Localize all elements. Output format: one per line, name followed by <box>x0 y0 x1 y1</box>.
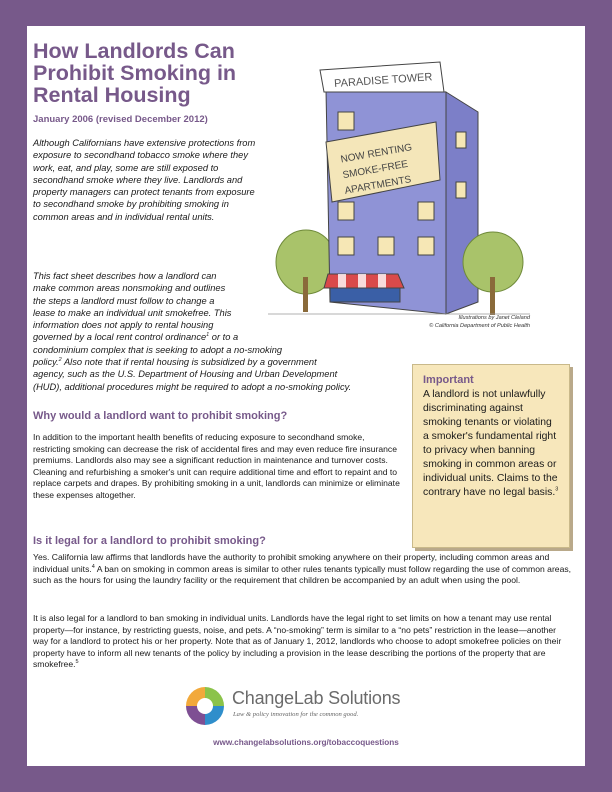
page-title: How Landlords Can Prohibit Smoking in Rental Housing <box>33 39 237 107</box>
section-2-paragraph-2: It is also legal for a landlord to ban smoking in individual units. Landlords have the legal right to set limits on how a tenant may use rental property—for instance, by restricting guests, noise, and pets. A “no-smoking” term is similar to a “no pets” restriction in the lease—another way for a landlord to protect his or her property. Note that as of January 1, 2012, landlords who choose to adopt smokefree policies on their property have to inform all new tenants of the policy by including a provision in the lease describing the portions of the property that are smokefree.$^5$ <box>33 613 562 670</box>
section-1-heading: Why would a landlord want to prohibit smoking? <box>33 410 288 422</box>
intro-line: agency, such as the U.S. Department of Housing and Urban Development <box>33 369 338 380</box>
banner-line-1: NOW RENTING <box>339 142 413 166</box>
section-2-paragraph-1: Yes. California law affirms that landlords have the authority to prohibit smoking anywhere on their property, including common areas and individual units.$^4$ A ban on smoking in common areas is similar to other rules tenants typically must follow regarding the use of common areas, such as the hours for using the laundry facility or the requirement that children be accompanied by an adult when using the pool. <box>33 552 572 586</box>
apartment-building-illustration <box>268 52 530 317</box>
section-1-text: In addition to the important health benefits of reducing exposure to secondhand smoke, restricting smoking can decrease the risk of accidental fires and may even reduce fire insurance premiums. Landlords also may see a significant reduction in maintenance and turnover costs. Cleaning and refurbishing a smoker's unit can require additional time and effort to repaint and to replace carpets and drapes. By prohibiting smoking in a unit, landlords can minimize or eliminate these expenses altogether. <box>33 432 400 500</box>
intro-line: condominium complex that is seeking to adopt a no-smoking <box>33 344 283 355</box>
section-2-heading: Is it legal for a landlord to prohibit smoking? <box>33 535 266 547</box>
banner-line-3: APARTMENTS <box>343 174 413 197</box>
credit-copyright: © California Department of Public Health <box>429 322 530 329</box>
changelab-logo <box>184 685 424 729</box>
intro-line: This fact sheet describes how a landlord can <box>33 271 217 281</box>
footer-url-link[interactable]: www.changelabsolutions.org/tobaccoquestions <box>213 738 399 747</box>
important-title: Important <box>423 374 474 386</box>
intro-line: (HUD), additional procedures might be required to adopt a no-smoking policy. <box>33 381 352 392</box>
logo-tagline: Law & policy innovation for the common good. <box>233 711 359 718</box>
logo-name: ChangeLab Solutions <box>232 688 401 708</box>
intro-line: policy.$^2$ Also note that if rental housing is subsidized by a government <box>33 356 317 368</box>
intro-line: the steps a landlord must follow to change a <box>33 295 215 306</box>
credit-illustrator: Illustrations by Janet Cleland <box>458 315 530 321</box>
intro-paragraph-1: Although Californians have extensive protections from exposure to secondhand tobacco smoke where they work, eat, and play, some are still exposed to secondhand smoke where they live. Landlords and property managers can protect tenants from exposure to secondhand smoke by prohibiting smoking in common areas and in individual rental units. <box>33 138 256 222</box>
publication-date: January 2006 (revised December 2012) <box>33 114 208 125</box>
important-text: A landlord is not unlawfully discriminating against smoking tenants or violating a smoker's fundamental right to privacy when banning smoking in common areas or individual units. Claims to the contrary have no legal basis.$^3$ <box>423 389 559 498</box>
changelab-logo-icon <box>184 685 226 727</box>
intro-line: lease to make an individual unit smokefree. This <box>33 307 232 318</box>
banner-line-2: SMOKE-FREE <box>341 158 409 182</box>
intro-line: make common areas nonsmoking and outlines <box>33 283 226 294</box>
intro-line: governed by a local rent control ordinance$^1$ or to a <box>33 332 239 343</box>
tower-sign: PARADISE TOWER <box>333 71 433 91</box>
intro-line: information does not apply to rental housing <box>33 320 214 331</box>
important-callout <box>412 364 570 548</box>
illustration-credit <box>400 315 530 330</box>
